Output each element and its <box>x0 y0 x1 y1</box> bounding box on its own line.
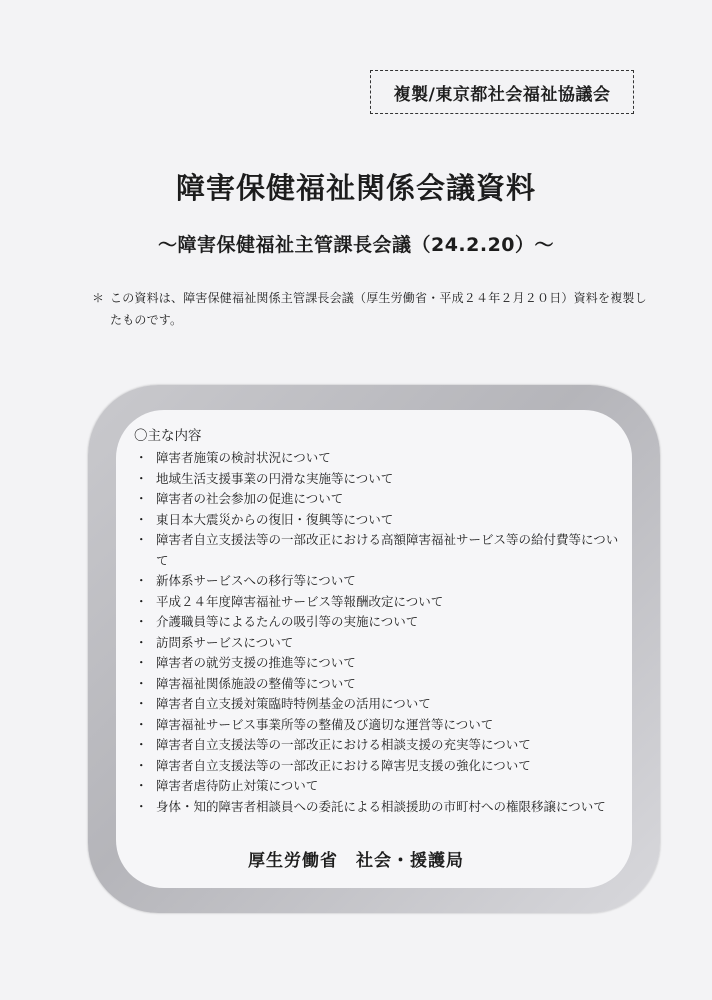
bullet-icon: ・ <box>135 716 148 732</box>
list-item <box>134 633 624 654</box>
bullet-icon: ・ <box>135 778 148 793</box>
note-text: この資料は、障害保健福祉関係主管課長会議（厚生労働省・平成２４年２月２０日）資料を複製したものです。 <box>110 291 647 327</box>
bullet-icon: ・ <box>135 532 148 547</box>
list-item-text: 障害者自立支援法等の一部改正における障害児支援の強化について <box>156 757 531 773</box>
contents-items <box>134 448 624 817</box>
list-item <box>134 735 624 756</box>
list-item-text: 身体・知的障害者相談員への委託による相談援助の市町村への権限移譲について <box>156 798 606 814</box>
list-item-text: 新体系サービスへの移行等について <box>156 573 356 588</box>
list-item <box>134 510 624 531</box>
document-title: 障害保健福祉関係会議資料 <box>175 171 536 205</box>
list-item <box>134 653 624 674</box>
list-item <box>134 448 624 469</box>
bullet-icon: ・ <box>135 470 148 486</box>
list-item-text: 訪問系サービスについて <box>156 634 294 650</box>
list-item-text: 地域生活支援事業の円滑な実施等について <box>156 470 394 486</box>
list-item-text: 介護職員等によるたんの吸引等の実施について <box>156 614 419 629</box>
bullet-icon: ・ <box>135 757 148 773</box>
list-item-text: 障害者の就労支援の推進等について <box>156 655 356 670</box>
list-item-text: 平成２４年度障害福祉サービス等報酬改定について <box>156 593 444 609</box>
list-item <box>134 489 624 510</box>
bullet-icon: ・ <box>135 655 148 670</box>
copy-note <box>92 287 652 331</box>
issuer-name: 厚生労働省 社会・援護局 <box>248 851 464 871</box>
list-item-text: 障害者の社会参加の促進について <box>156 491 344 506</box>
list-item <box>134 776 624 797</box>
bullet-icon: ・ <box>135 634 148 650</box>
bullet-icon: ・ <box>135 573 148 588</box>
bullet-icon: ・ <box>135 798 148 814</box>
list-item-text: 東日本大震災からの復旧・復興等について <box>156 511 394 527</box>
bullet-icon: ・ <box>135 491 148 506</box>
document-subtitle: ～障害保健福祉主管課長会議（24.2.20）～ <box>157 234 555 256</box>
list-item-text: 障害者施策の検討状況について <box>156 450 331 465</box>
list-item <box>134 756 624 777</box>
bullet-icon: ・ <box>135 675 148 691</box>
list-item <box>134 612 624 633</box>
list-item <box>134 530 624 571</box>
list-item-text: 障害福祉サービス事業所等の整備及び適切な運営等について <box>156 716 494 732</box>
contents-heading: 〇主な内容 <box>134 428 202 444</box>
list-item <box>134 571 624 592</box>
bullet-icon: ・ <box>135 593 148 609</box>
list-item <box>134 797 624 818</box>
copy-stamp: 複製/東京都社会福祉協議会 <box>370 70 634 114</box>
list-item <box>134 469 624 490</box>
bullet-icon: ・ <box>135 614 148 629</box>
list-item-text: 障害者自立支援対策臨時特例基金の活用について <box>156 696 431 711</box>
bullet-icon: ・ <box>135 511 148 527</box>
contents-list <box>134 426 624 817</box>
list-item-text: 障害者自立支援法等の一部改正における相談支援の充実等について <box>156 737 531 752</box>
list-item-text: 障害者虐待防止対策について <box>156 778 319 793</box>
list-item <box>134 674 624 695</box>
list-item <box>134 592 624 613</box>
bullet-icon: ・ <box>135 450 148 465</box>
bullet-icon: ・ <box>135 737 148 752</box>
list-item-text: 障害福祉関係施設の整備等について <box>156 675 356 691</box>
list-item-text: 障害者自立支援法等の一部改正における高額障害福祉サービス等の給付費等について <box>156 532 619 568</box>
list-item <box>134 715 624 736</box>
bullet-icon: ・ <box>135 696 148 711</box>
list-item <box>134 694 624 715</box>
asterisk-mark: ＊ <box>92 291 105 305</box>
